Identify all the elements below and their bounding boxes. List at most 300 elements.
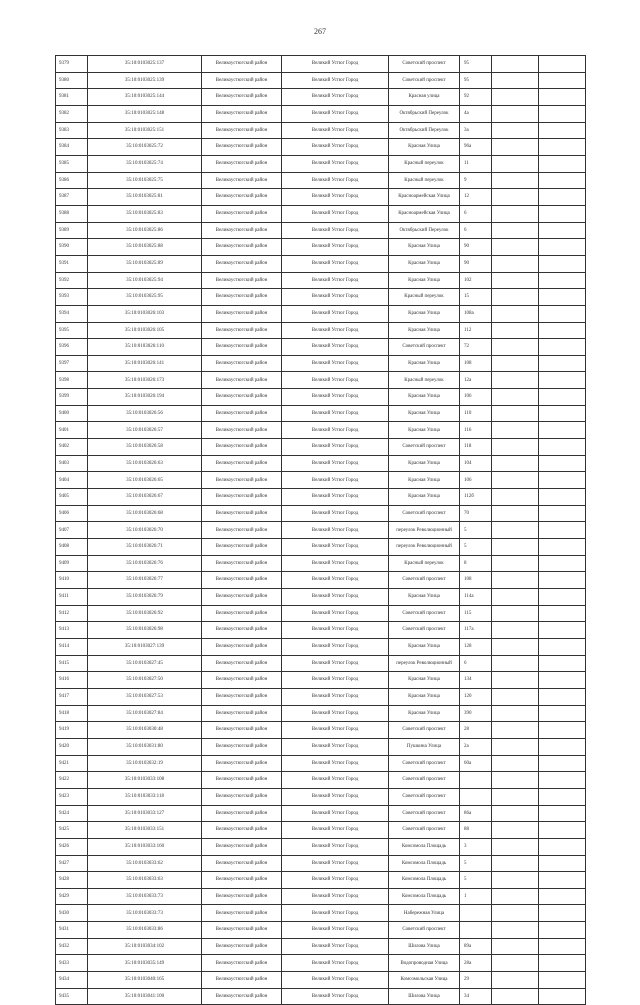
row-number-cell: 9418 (56, 705, 88, 722)
cadastral-number-cell: 35:10:0103025:74 (88, 155, 202, 172)
district-cell: Великоустюгский район (202, 489, 282, 506)
street-cell: Красная Улица (389, 355, 460, 372)
extra-cell-1 (492, 838, 539, 855)
table-row (56, 988, 586, 1005)
extra-cell-1 (492, 339, 539, 356)
district-cell: Великоустюгский район (202, 56, 282, 73)
district-cell: Великоустюгский район (202, 955, 282, 972)
cadastral-number-cell: 35:10:0103030:48 (88, 722, 202, 739)
cadastral-number-cell: 35:10:0103025:139 (88, 72, 202, 89)
district-cell: Великоустюгский район (202, 738, 282, 755)
cadastral-number-cell: 35:10:0103033:62 (88, 855, 202, 872)
house-number-cell: 116 (460, 422, 492, 439)
row-number-cell: 9387 (56, 189, 88, 206)
row-number-cell: 9419 (56, 722, 88, 739)
street-cell: Октябрьский Переулок (389, 105, 460, 122)
extra-cell-1 (492, 389, 539, 406)
extra-cell-1 (492, 289, 539, 306)
extra-cell-1 (492, 172, 539, 189)
street-cell: Комсомола Площадь (389, 855, 460, 872)
table-row (56, 788, 586, 805)
extra-cell-1 (492, 272, 539, 289)
street-cell: Красная Улица (389, 489, 460, 506)
district-cell: Великоустюгский район (202, 972, 282, 989)
row-number-cell: 9434 (56, 972, 88, 989)
district-cell: Великоустюгский район (202, 72, 282, 89)
row-number-cell: 9432 (56, 938, 88, 955)
house-number-cell: 8 (460, 555, 492, 572)
table-row (56, 972, 586, 989)
house-number-cell: 3а (460, 122, 492, 139)
street-cell: Советский проспект (389, 772, 460, 789)
extra-cell-1 (492, 688, 539, 705)
extra-cell-2 (539, 505, 586, 522)
cadastral-number-cell: 35:10:0103026:58 (88, 439, 202, 456)
row-number-cell: 9381 (56, 89, 88, 106)
cadastral-number-cell: 35:10:0103026:71 (88, 539, 202, 556)
row-number-cell: 9391 (56, 255, 88, 272)
cadastral-number-cell: 35:10:0103025:88 (88, 239, 202, 256)
city-cell: Великий Устюг Город (282, 72, 389, 89)
cadastral-number-cell: 35:10:0103033:118 (88, 788, 202, 805)
house-number-cell: 115 (460, 605, 492, 622)
row-number-cell: 9423 (56, 788, 88, 805)
extra-cell-1 (492, 672, 539, 689)
row-number-cell: 9424 (56, 805, 88, 822)
street-cell: Советский проспект (389, 622, 460, 639)
street-cell: Советский проспект (389, 822, 460, 839)
extra-cell-2 (539, 822, 586, 839)
house-number-cell: 29 (460, 972, 492, 989)
extra-cell-2 (539, 572, 586, 589)
row-number-cell: 9415 (56, 655, 88, 672)
street-cell: Советский проспект (389, 605, 460, 622)
house-number-cell: 117а (460, 622, 492, 639)
extra-cell-1 (492, 855, 539, 872)
street-cell: Красная Улица (389, 255, 460, 272)
extra-cell-1 (492, 905, 539, 922)
district-cell: Великоустюгский район (202, 922, 282, 939)
house-number-cell: 5 (460, 872, 492, 889)
extra-cell-1 (492, 422, 539, 439)
extra-cell-1 (492, 56, 539, 73)
district-cell: Великоустюгский район (202, 272, 282, 289)
house-number-cell: 6 (460, 222, 492, 239)
house-number-cell: 6 (460, 205, 492, 222)
city-cell: Великий Устюг Город (282, 705, 389, 722)
row-number-cell: 9435 (56, 988, 88, 1005)
city-cell: Великий Устюг Город (282, 155, 389, 172)
table-row (56, 838, 586, 855)
district-cell: Великоустюгский район (202, 772, 282, 789)
extra-cell-1 (492, 972, 539, 989)
street-cell: Советский проспект (389, 572, 460, 589)
cadastral-number-cell: 35:10:0103025:137 (88, 56, 202, 73)
street-cell: Красноармейская Улица (389, 205, 460, 222)
row-number-cell: 9433 (56, 955, 88, 972)
cadastral-number-cell: 35:10:0103026:103 (88, 305, 202, 322)
extra-cell-2 (539, 139, 586, 156)
extra-cell-2 (539, 772, 586, 789)
row-number-cell: 9380 (56, 72, 88, 89)
table-row (56, 455, 586, 472)
district-cell: Великоустюгский район (202, 205, 282, 222)
table-row (56, 555, 586, 572)
table-row (56, 322, 586, 339)
house-number-cell: 108 (460, 355, 492, 372)
house-number-cell: 86а (460, 805, 492, 822)
house-number-cell (460, 788, 492, 805)
cadastral-number-cell: 35:10:0103027:139 (88, 638, 202, 655)
extra-cell-2 (539, 555, 586, 572)
house-number-cell: 114а (460, 589, 492, 606)
street-cell: Красный переулок (389, 555, 460, 572)
street-cell: Красная улица (389, 89, 460, 106)
district-cell: Великоустюгский район (202, 239, 282, 256)
table-row (56, 239, 586, 256)
extra-cell-2 (539, 955, 586, 972)
table-row (56, 372, 586, 389)
city-cell: Великий Устюг Город (282, 139, 389, 156)
property-registry-table (55, 55, 586, 1005)
table-row (56, 422, 586, 439)
row-number-cell: 9405 (56, 489, 88, 506)
district-cell: Великоустюгский район (202, 305, 282, 322)
row-number-cell: 9396 (56, 339, 88, 356)
cadastral-number-cell: 35:10:0103033:73 (88, 888, 202, 905)
district-cell: Великоустюгский район (202, 755, 282, 772)
city-cell: Великий Устюг Город (282, 305, 389, 322)
street-cell: Красная Улица (389, 322, 460, 339)
table-row (56, 672, 586, 689)
city-cell: Великий Устюг Город (282, 922, 389, 939)
extra-cell-2 (539, 905, 586, 922)
city-cell: Великий Устюг Город (282, 905, 389, 922)
row-number-cell: 9403 (56, 455, 88, 472)
street-cell: Красная Улица (389, 455, 460, 472)
extra-cell-2 (539, 105, 586, 122)
city-cell: Великий Устюг Город (282, 472, 389, 489)
street-cell: Советский проспект (389, 922, 460, 939)
table-row (56, 122, 586, 139)
extra-cell-2 (539, 938, 586, 955)
district-cell: Великоустюгский район (202, 572, 282, 589)
house-number-cell: 110 (460, 405, 492, 422)
house-number-cell: 118 (460, 439, 492, 456)
extra-cell-2 (539, 872, 586, 889)
city-cell: Великий Устюг Город (282, 589, 389, 606)
house-number-cell: 3 (460, 838, 492, 855)
table-body (56, 56, 586, 1005)
table-row (56, 289, 586, 306)
extra-cell-2 (539, 56, 586, 73)
extra-cell-2 (539, 422, 586, 439)
street-cell: Шилова Улица (389, 938, 460, 955)
extra-cell-1 (492, 988, 539, 1005)
row-number-cell: 9399 (56, 389, 88, 406)
city-cell: Великий Устюг Город (282, 522, 389, 539)
city-cell: Великий Устюг Город (282, 355, 389, 372)
extra-cell-1 (492, 255, 539, 272)
table-row (56, 622, 586, 639)
extra-cell-2 (539, 72, 586, 89)
extra-cell-1 (492, 872, 539, 889)
district-cell: Великоустюгский район (202, 555, 282, 572)
house-number-cell: 90 (460, 239, 492, 256)
street-cell: Красная Улица (389, 472, 460, 489)
city-cell: Великий Устюг Город (282, 205, 389, 222)
extra-cell-2 (539, 89, 586, 106)
city-cell: Великий Устюг Город (282, 755, 389, 772)
cadastral-number-cell: 35:10:0103033:86 (88, 922, 202, 939)
city-cell: Великий Устюг Город (282, 855, 389, 872)
district-cell: Великоустюгский район (202, 905, 282, 922)
cadastral-number-cell: 35:10:0103026:63 (88, 455, 202, 472)
cadastral-number-cell: 35:10:0103025:75 (88, 172, 202, 189)
extra-cell-1 (492, 655, 539, 672)
table-row (56, 589, 586, 606)
house-number-cell: 5 (460, 855, 492, 872)
extra-cell-2 (539, 972, 586, 989)
extra-cell-2 (539, 888, 586, 905)
cadastral-number-cell: 35:10:0103033:73 (88, 905, 202, 922)
house-number-cell: 9 (460, 172, 492, 189)
extra-cell-1 (492, 605, 539, 622)
extra-cell-2 (539, 655, 586, 672)
city-cell: Великий Устюг Город (282, 322, 389, 339)
extra-cell-1 (492, 772, 539, 789)
city-cell: Великий Устюг Город (282, 239, 389, 256)
cadastral-number-cell: 35:10:0103034:102 (88, 938, 202, 955)
extra-cell-2 (539, 722, 586, 739)
table-row (56, 439, 586, 456)
extra-cell-1 (492, 888, 539, 905)
district-cell: Великоустюгский район (202, 422, 282, 439)
cadastral-number-cell: 35:10:0103025:89 (88, 255, 202, 272)
extra-cell-1 (492, 89, 539, 106)
house-number-cell (460, 905, 492, 922)
cadastral-number-cell: 35:10:0103025:86 (88, 222, 202, 239)
district-cell: Великоустюгский район (202, 105, 282, 122)
city-cell: Великий Устюг Город (282, 938, 389, 955)
street-cell: Советский проспект (389, 439, 460, 456)
street-cell: Красный переулок (389, 289, 460, 306)
district-cell: Великоустюгский район (202, 122, 282, 139)
city-cell: Великий Устюг Город (282, 289, 389, 306)
table-row (56, 605, 586, 622)
extra-cell-1 (492, 805, 539, 822)
city-cell: Великий Устюг Город (282, 955, 389, 972)
row-number-cell: 9409 (56, 555, 88, 572)
house-number-cell: 90 (460, 255, 492, 272)
house-number-cell: 12 (460, 189, 492, 206)
row-number-cell: 9400 (56, 405, 88, 422)
district-cell: Великоустюгский район (202, 722, 282, 739)
extra-cell-1 (492, 155, 539, 172)
cadastral-number-cell: 35:10:0103026:194 (88, 389, 202, 406)
table-row (56, 805, 586, 822)
extra-cell-2 (539, 122, 586, 139)
extra-cell-2 (539, 855, 586, 872)
street-cell: Красная Улица (389, 139, 460, 156)
house-number-cell: 89а (460, 938, 492, 955)
table-row (56, 489, 586, 506)
city-cell: Великий Устюг Город (282, 505, 389, 522)
extra-cell-1 (492, 622, 539, 639)
row-number-cell: 9388 (56, 205, 88, 222)
extra-cell-2 (539, 455, 586, 472)
table-row (56, 389, 586, 406)
extra-cell-1 (492, 522, 539, 539)
cadastral-number-cell: 35:10:0103027:84 (88, 705, 202, 722)
cadastral-number-cell: 35:10:0103041:100 (88, 988, 202, 1005)
extra-cell-2 (539, 272, 586, 289)
extra-cell-1 (492, 572, 539, 589)
cadastral-number-cell: 35:10:0103027:50 (88, 672, 202, 689)
street-cell: Красная Улица (389, 589, 460, 606)
city-cell: Великий Устюг Город (282, 888, 389, 905)
row-number-cell: 9379 (56, 56, 88, 73)
table-row (56, 688, 586, 705)
row-number-cell: 9421 (56, 755, 88, 772)
extra-cell-1 (492, 372, 539, 389)
extra-cell-2 (539, 355, 586, 372)
row-number-cell: 9389 (56, 222, 88, 239)
district-cell: Великоустюгский район (202, 439, 282, 456)
table-row (56, 56, 586, 73)
house-number-cell (460, 772, 492, 789)
cadastral-number-cell: 35:10:0103035:149 (88, 955, 202, 972)
district-cell: Великоустюгский район (202, 838, 282, 855)
row-number-cell: 9427 (56, 855, 88, 872)
cadastral-number-cell: 35:10:0103026:56 (88, 405, 202, 422)
extra-cell-1 (492, 439, 539, 456)
extra-cell-1 (492, 205, 539, 222)
district-cell: Великоустюгский район (202, 505, 282, 522)
house-number-cell: 128 (460, 638, 492, 655)
city-cell: Великий Устюг Город (282, 339, 389, 356)
street-cell: переулок Революционный (389, 539, 460, 556)
house-number-cell: 2а (460, 738, 492, 755)
extra-cell-1 (492, 322, 539, 339)
extra-cell-1 (492, 239, 539, 256)
extra-cell-2 (539, 922, 586, 939)
table-row (56, 888, 586, 905)
street-cell: Советский проспект (389, 339, 460, 356)
row-number-cell: 9412 (56, 605, 88, 622)
street-cell: Красная Улица (389, 422, 460, 439)
house-number-cell: 5 (460, 522, 492, 539)
house-number-cell: 72 (460, 339, 492, 356)
extra-cell-2 (539, 305, 586, 322)
city-cell: Великий Устюг Город (282, 189, 389, 206)
district-cell: Великоустюгский район (202, 89, 282, 106)
table-row (56, 222, 586, 239)
row-number-cell: 9407 (56, 522, 88, 539)
cadastral-number-cell: 35:10:0103025:151 (88, 122, 202, 139)
house-number-cell: 60а (460, 755, 492, 772)
row-number-cell: 9392 (56, 272, 88, 289)
city-cell: Великий Устюг Город (282, 822, 389, 839)
extra-cell-2 (539, 589, 586, 606)
table-row (56, 89, 586, 106)
table-row (56, 472, 586, 489)
extra-cell-1 (492, 822, 539, 839)
district-cell: Великоустюгский район (202, 189, 282, 206)
district-cell: Великоустюгский район (202, 322, 282, 339)
district-cell: Великоустюгский район (202, 539, 282, 556)
extra-cell-2 (539, 755, 586, 772)
cadastral-number-cell: 35:10:0103032:19 (88, 755, 202, 772)
cadastral-number-cell: 35:10:0103033:127 (88, 805, 202, 822)
street-cell: Красная Улица (389, 638, 460, 655)
extra-cell-2 (539, 172, 586, 189)
city-cell: Великий Устюг Город (282, 222, 389, 239)
district-cell: Великоустюгский район (202, 988, 282, 1005)
cadastral-number-cell: 35:10:0103025:81 (88, 189, 202, 206)
city-cell: Великий Устюг Город (282, 439, 389, 456)
table-row (56, 755, 586, 772)
extra-cell-1 (492, 72, 539, 89)
extra-cell-2 (539, 155, 586, 172)
house-number-cell: 1 (460, 888, 492, 905)
street-cell: переулок Революционный (389, 655, 460, 672)
city-cell: Великий Устюг Город (282, 872, 389, 889)
house-number-cell: 70 (460, 505, 492, 522)
table-row (56, 105, 586, 122)
extra-cell-1 (492, 139, 539, 156)
extra-cell-2 (539, 322, 586, 339)
cadastral-number-cell: 35:10:0103026:79 (88, 589, 202, 606)
extra-cell-2 (539, 838, 586, 855)
extra-cell-2 (539, 638, 586, 655)
row-number-cell: 9395 (56, 322, 88, 339)
street-cell: Красная Улица (389, 389, 460, 406)
cadastral-number-cell: 35:10:0103033:108 (88, 772, 202, 789)
district-cell: Великоустюгский район (202, 589, 282, 606)
street-cell: Красный переулок (389, 372, 460, 389)
city-cell: Великий Устюг Город (282, 489, 389, 506)
district-cell: Великоустюгский район (202, 622, 282, 639)
row-number-cell: 9402 (56, 439, 88, 456)
city-cell: Великий Устюг Город (282, 672, 389, 689)
district-cell: Великоустюгский район (202, 855, 282, 872)
extra-cell-2 (539, 222, 586, 239)
house-number-cell: 108а (460, 305, 492, 322)
extra-cell-2 (539, 189, 586, 206)
row-number-cell: 9429 (56, 888, 88, 905)
extra-cell-2 (539, 472, 586, 489)
district-cell: Великоустюгский район (202, 405, 282, 422)
extra-cell-1 (492, 922, 539, 939)
city-cell: Великий Устюг Город (282, 555, 389, 572)
district-cell: Великоустюгский район (202, 888, 282, 905)
city-cell: Великий Устюг Город (282, 389, 389, 406)
house-number-cell: 112б (460, 489, 492, 506)
street-cell: переулок Революционный (389, 522, 460, 539)
table-row (56, 339, 586, 356)
table-row (56, 938, 586, 955)
district-cell: Великоустюгский район (202, 455, 282, 472)
city-cell: Великий Устюг Город (282, 838, 389, 855)
street-cell: Октябрьский Переулок (389, 222, 460, 239)
row-number-cell: 9401 (56, 422, 88, 439)
cadastral-number-cell: 35:10:0103026:70 (88, 522, 202, 539)
house-number-cell: 6 (460, 655, 492, 672)
house-number-cell: 5 (460, 539, 492, 556)
table-row (56, 255, 586, 272)
extra-cell-2 (539, 289, 586, 306)
